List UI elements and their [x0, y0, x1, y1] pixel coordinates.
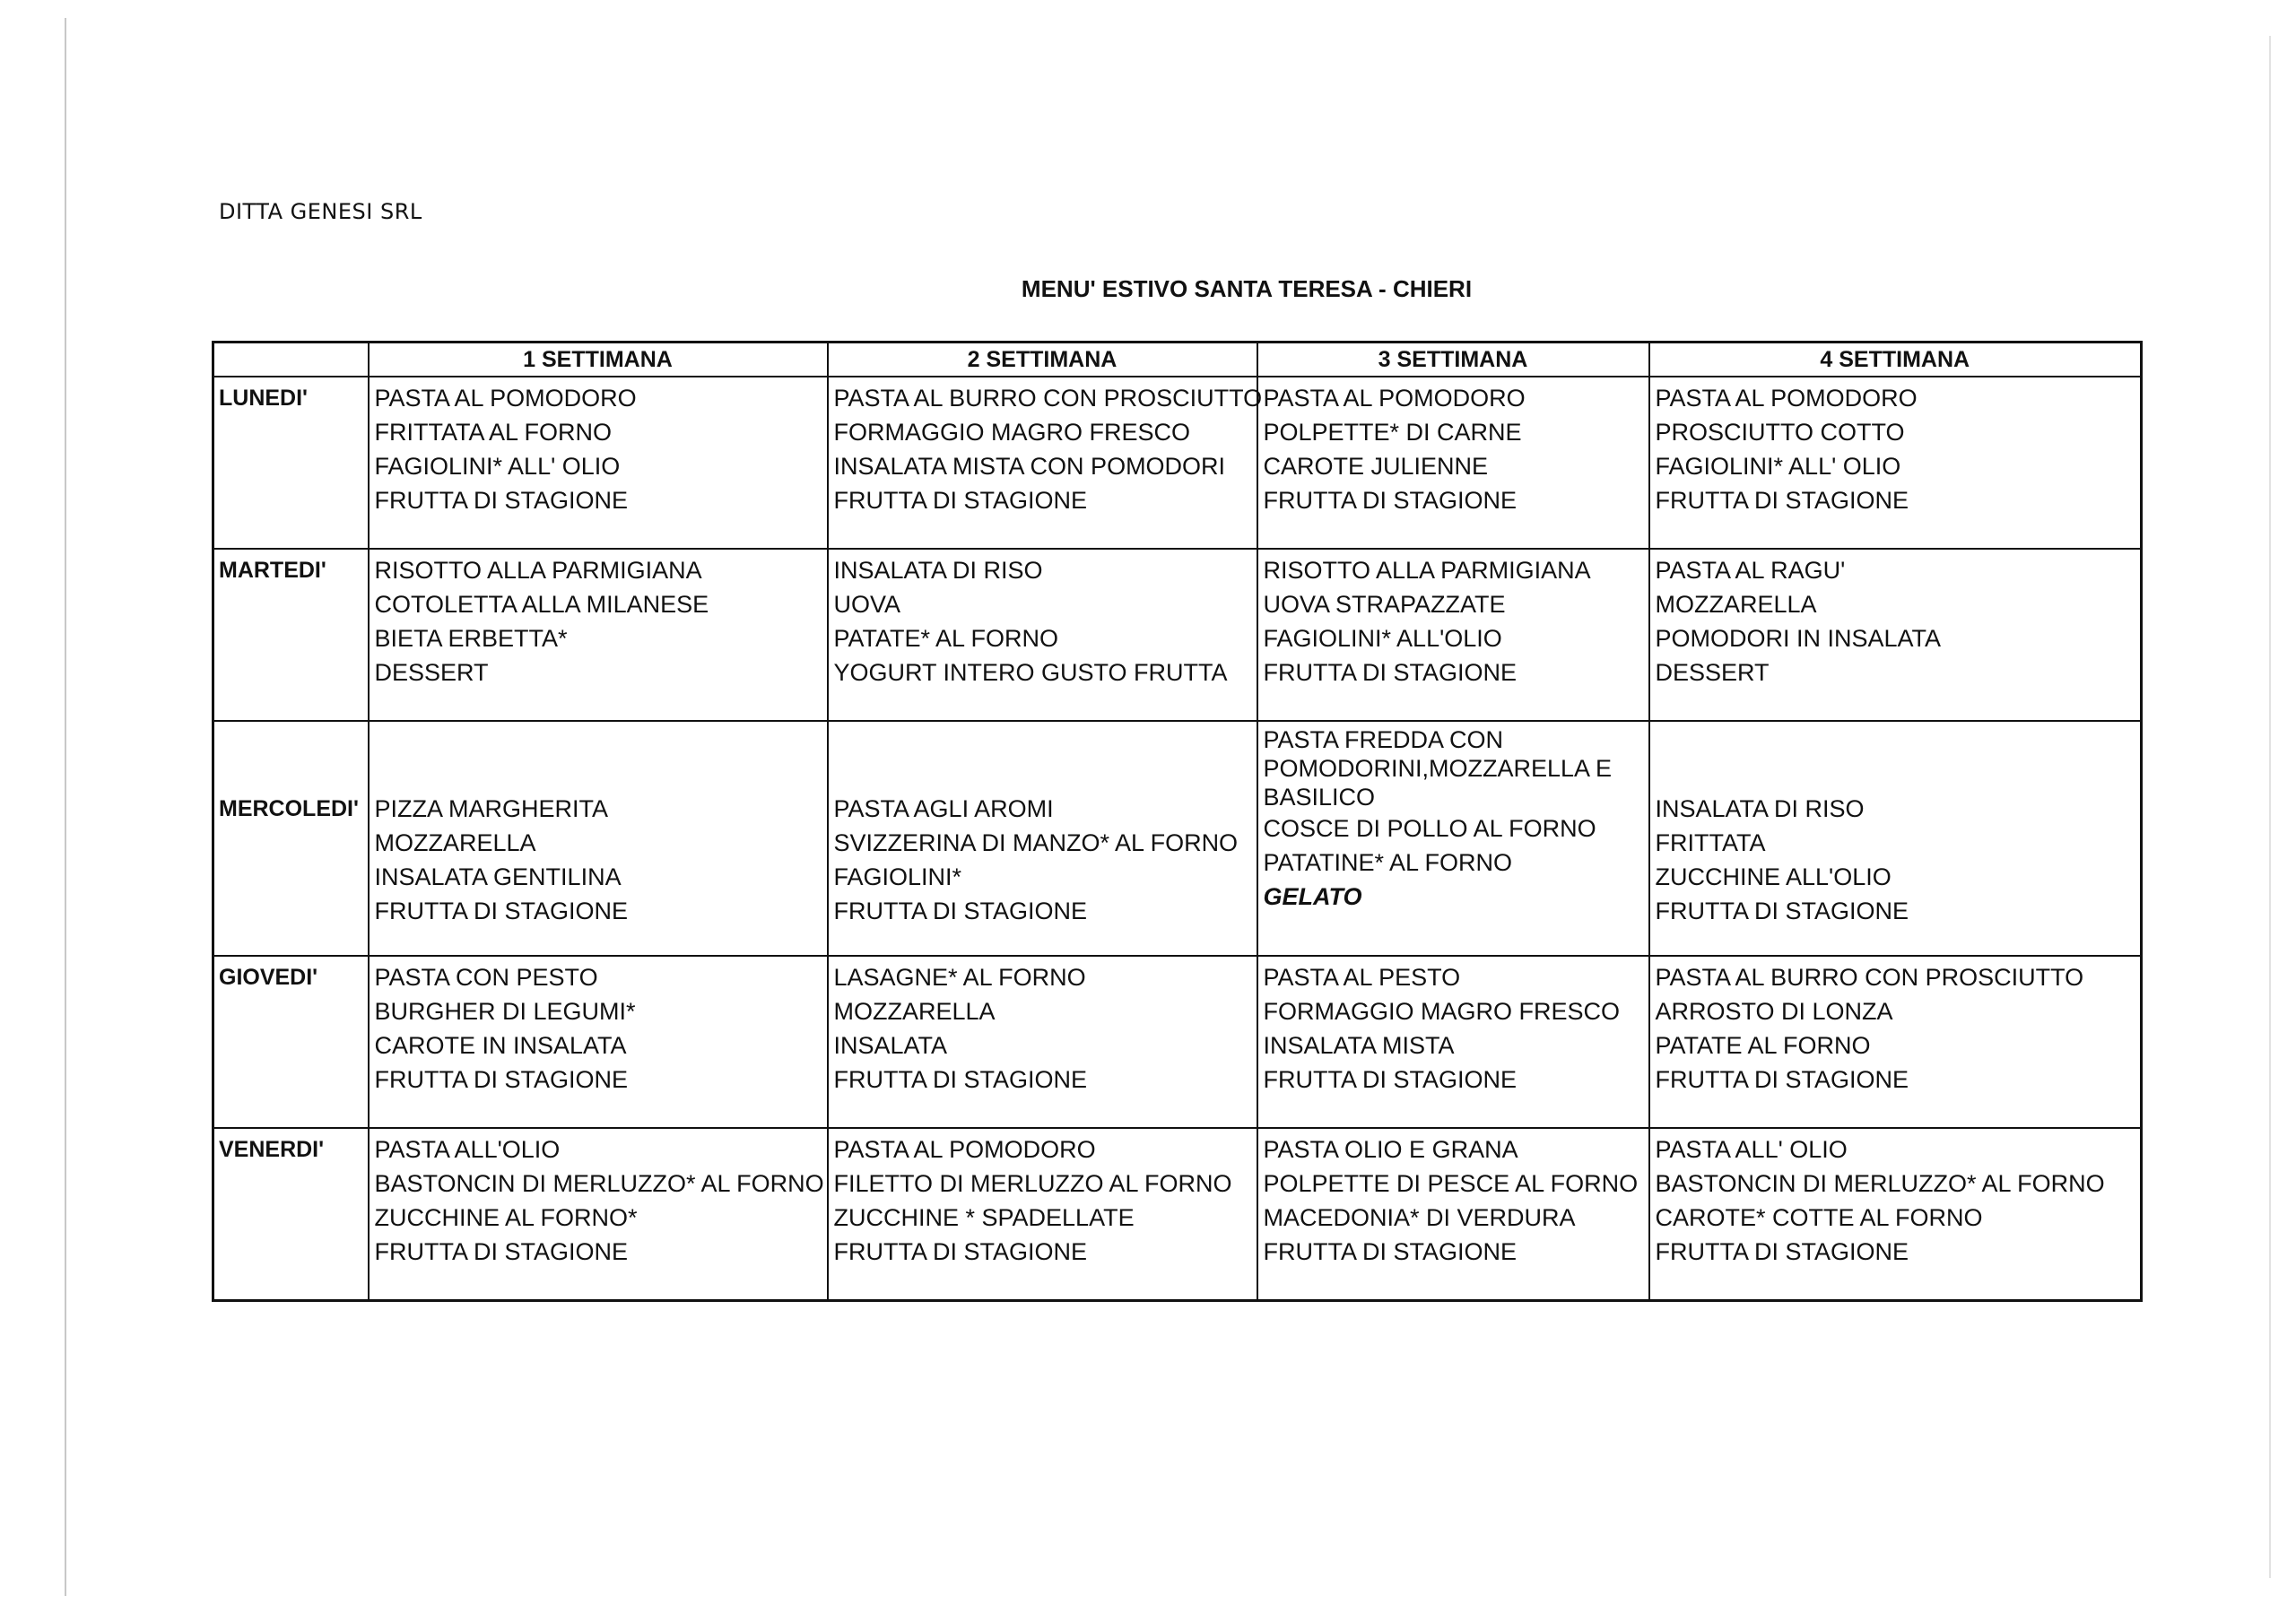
- scan-edge-right: [2269, 36, 2271, 1578]
- dish: MOZZARELLA: [833, 998, 996, 1025]
- dish: PASTA ALL' OLIO: [1655, 1136, 1848, 1163]
- dish: BASTONCIN DI MERLUZZO* AL FORNO: [1655, 1170, 2105, 1197]
- dish: CAROTE JULIENNE: [1263, 453, 1489, 480]
- dish: INSALATA DI RISO: [1655, 795, 1865, 822]
- dish: YOGURT INTERO GUSTO FRUTTA: [833, 659, 1228, 686]
- dish: CAROTE* COTTE AL FORNO: [1655, 1204, 1983, 1231]
- dish: PASTA AL POMODORO: [833, 1136, 1096, 1163]
- dish: PASTA ALL'OLIO: [374, 1136, 561, 1163]
- dish: PASTA AGLI AROMI: [833, 795, 1054, 822]
- week-header-4: 4 SETTIMANA: [1649, 343, 2142, 377]
- dish: PASTA AL RAGU': [1655, 557, 1846, 584]
- dish: FAGIOLINI*: [833, 863, 962, 890]
- dish: FRUTTA DI STAGIONE: [1263, 1066, 1518, 1093]
- dish: PASTA AL POMODORO: [374, 385, 637, 412]
- menu-cell: [1649, 377, 2142, 549]
- dish: DESSERT: [1655, 659, 1770, 686]
- dish: INSALATA GENTILINA: [374, 863, 622, 890]
- dish: FRUTTA DI STAGIONE: [833, 487, 1088, 514]
- dish: FRUTTA DI STAGIONE: [833, 1238, 1088, 1265]
- menu-cell: [1257, 1128, 1649, 1301]
- dish: INSALATA MISTA CON POMODORI: [833, 453, 1226, 480]
- dish: FAGIOLINI* ALL'OLIO: [1263, 625, 1502, 652]
- week-header-row: [213, 343, 2142, 377]
- menu-cell: [1257, 549, 1649, 721]
- dish: CAROTE IN INSALATA: [374, 1032, 627, 1059]
- menu-cell: [1257, 721, 1649, 956]
- scan-edge-left: [65, 18, 66, 1596]
- dish: FAGIOLINI* ALL' OLIO: [374, 453, 621, 480]
- dish: BASTONCIN DI MERLUZZO* AL FORNO: [374, 1170, 824, 1197]
- document-title: MENU' ESTIVO SANTA TERESA - CHIERI: [1021, 275, 1473, 302]
- menu-cell: [828, 721, 1257, 956]
- dish: FRUTTA DI STAGIONE: [1655, 1238, 1909, 1265]
- dish: FRITTATA AL FORNO: [374, 419, 613, 446]
- menu-cell: [369, 956, 828, 1128]
- menu-cell: [369, 549, 828, 721]
- dish: FAGIOLINI* ALL' OLIO: [1655, 453, 1901, 480]
- dish: BIETA ERBETTA*: [374, 625, 568, 652]
- dish: FILETTO DI MERLUZZO AL FORNO: [833, 1170, 1232, 1197]
- dish: POLPETTE* DI CARNE: [1263, 419, 1522, 446]
- dish: RISOTTO ALLA PARMIGIANA: [1263, 557, 1591, 584]
- dish: COSCE DI POLLO AL FORNO: [1263, 815, 1596, 842]
- day-row-giovedi: [213, 956, 2142, 1128]
- dish: MOZZARELLA: [374, 829, 536, 856]
- menu-cell: [828, 1128, 1257, 1301]
- day-row-venerdi: [213, 1128, 2142, 1301]
- dish: FRUTTA DI STAGIONE: [374, 1238, 629, 1265]
- corner-cell: [213, 343, 369, 377]
- menu-cell: [1649, 956, 2142, 1128]
- dish: FRUTTA DI STAGIONE: [1655, 898, 1909, 924]
- week-header-2: 2 SETTIMANA: [828, 343, 1257, 377]
- dish: FRUTTA DI STAGIONE: [1263, 487, 1518, 514]
- day-row-mercoledi: [213, 721, 2142, 956]
- menu-cell: [369, 1128, 828, 1301]
- dish: FRUTTA DI STAGIONE: [833, 898, 1088, 924]
- dish: GELATO: [1263, 883, 1362, 910]
- dish: POLPETTE DI PESCE AL FORNO: [1263, 1170, 1639, 1197]
- day-label: MARTEDI': [213, 549, 369, 721]
- menu-cell: [1649, 1128, 2142, 1301]
- dish: PASTA CON PESTO: [374, 964, 598, 991]
- dish: PATATE* AL FORNO: [833, 625, 1059, 652]
- dish: FRUTTA DI STAGIONE: [374, 1066, 629, 1093]
- day-row-martedi: [213, 549, 2142, 721]
- day-label: GIOVEDI': [213, 956, 369, 1128]
- dish: PATATE AL FORNO: [1655, 1032, 1871, 1059]
- menu-cell: [1649, 549, 2142, 721]
- dish: INSALATA: [833, 1032, 948, 1059]
- dish: RISOTTO ALLA PARMIGIANA: [374, 557, 702, 584]
- dish: FRITTATA: [1655, 829, 1766, 856]
- menu-cell: [369, 721, 828, 956]
- dish: PASTA FREDDA CON POMODORINI,MOZZARELLA E BASILICO: [1263, 726, 1613, 811]
- dish: PASTA AL POMODORO: [1263, 385, 1526, 412]
- dish: INSALATA DI RISO: [833, 557, 1043, 584]
- dish: PATATINE* AL FORNO: [1263, 849, 1513, 876]
- menu-cell: [828, 956, 1257, 1128]
- dish: FRUTTA DI STAGIONE: [374, 898, 629, 924]
- dish: PROSCIUTTO COTTO: [1655, 419, 1905, 446]
- dish: FORMAGGIO MAGRO FRESCO: [1263, 998, 1621, 1025]
- dish: ZUCCHINE AL FORNO*: [374, 1204, 638, 1231]
- dish: UOVA: [833, 591, 901, 618]
- dish: FORMAGGIO MAGRO FRESCO: [833, 419, 1191, 446]
- dish: PASTA AL PESTO: [1263, 964, 1461, 991]
- day-label: VENERDI': [213, 1128, 369, 1301]
- dish: ARROSTO DI LONZA: [1655, 998, 1893, 1025]
- menu-cell: [1257, 377, 1649, 549]
- dish: MACEDONIA* DI VERDURA: [1263, 1204, 1576, 1231]
- menu-cell: [1257, 956, 1649, 1128]
- day-label: MERCOLEDI': [213, 721, 369, 956]
- dish: FRUTTA DI STAGIONE: [374, 487, 629, 514]
- dish: PASTA OLIO E GRANA: [1263, 1136, 1518, 1163]
- dish: COTOLETTA ALLA MILANESE: [374, 591, 709, 618]
- dish: PASTA AL POMODORO: [1655, 385, 1918, 412]
- day-label: LUNEDI': [213, 377, 369, 549]
- dish: UOVA STRAPAZZATE: [1263, 591, 1506, 618]
- week-header-1: 1 SETTIMANA: [369, 343, 828, 377]
- company-name: DITTA GENESI SRL: [219, 199, 422, 224]
- dish: BURGHER DI LEGUMI*: [374, 998, 636, 1025]
- dish: PIZZA MARGHERITA: [374, 795, 609, 822]
- dish: ZUCCHINE * SPADELLATE: [833, 1204, 1135, 1231]
- menu-table: [212, 341, 2143, 1302]
- dish: FRUTTA DI STAGIONE: [833, 1066, 1088, 1093]
- dish: FRUTTA DI STAGIONE: [1263, 659, 1518, 686]
- week-header-3: 3 SETTIMANA: [1257, 343, 1649, 377]
- menu-cell: [369, 377, 828, 549]
- dish: PASTA AL BURRO CON PROSCIUTTO: [1655, 964, 2084, 991]
- menu-cell: [828, 377, 1263, 549]
- dish: INSALATA MISTA: [1263, 1032, 1455, 1059]
- dish: DESSERT: [374, 659, 489, 686]
- dish: FRUTTA DI STAGIONE: [1655, 1066, 1909, 1093]
- dish: FRUTTA DI STAGIONE: [1263, 1238, 1518, 1265]
- dish: FRUTTA DI STAGIONE: [1655, 487, 1909, 514]
- dish: SVIZZERINA DI MANZO* AL FORNO: [833, 829, 1239, 856]
- dish: MOZZARELLA: [1655, 591, 1817, 618]
- dish: POMODORI IN INSALATA: [1655, 625, 1942, 652]
- dish: PASTA AL BURRO CON PROSCIUTTO: [833, 385, 1263, 412]
- menu-cell: [1649, 721, 2142, 956]
- day-row-lunedi: [213, 377, 2142, 549]
- dish: ZUCCHINE ALL'OLIO: [1655, 863, 1892, 890]
- dish: LASAGNE* AL FORNO: [833, 964, 1086, 991]
- menu-cell: [828, 549, 1257, 721]
